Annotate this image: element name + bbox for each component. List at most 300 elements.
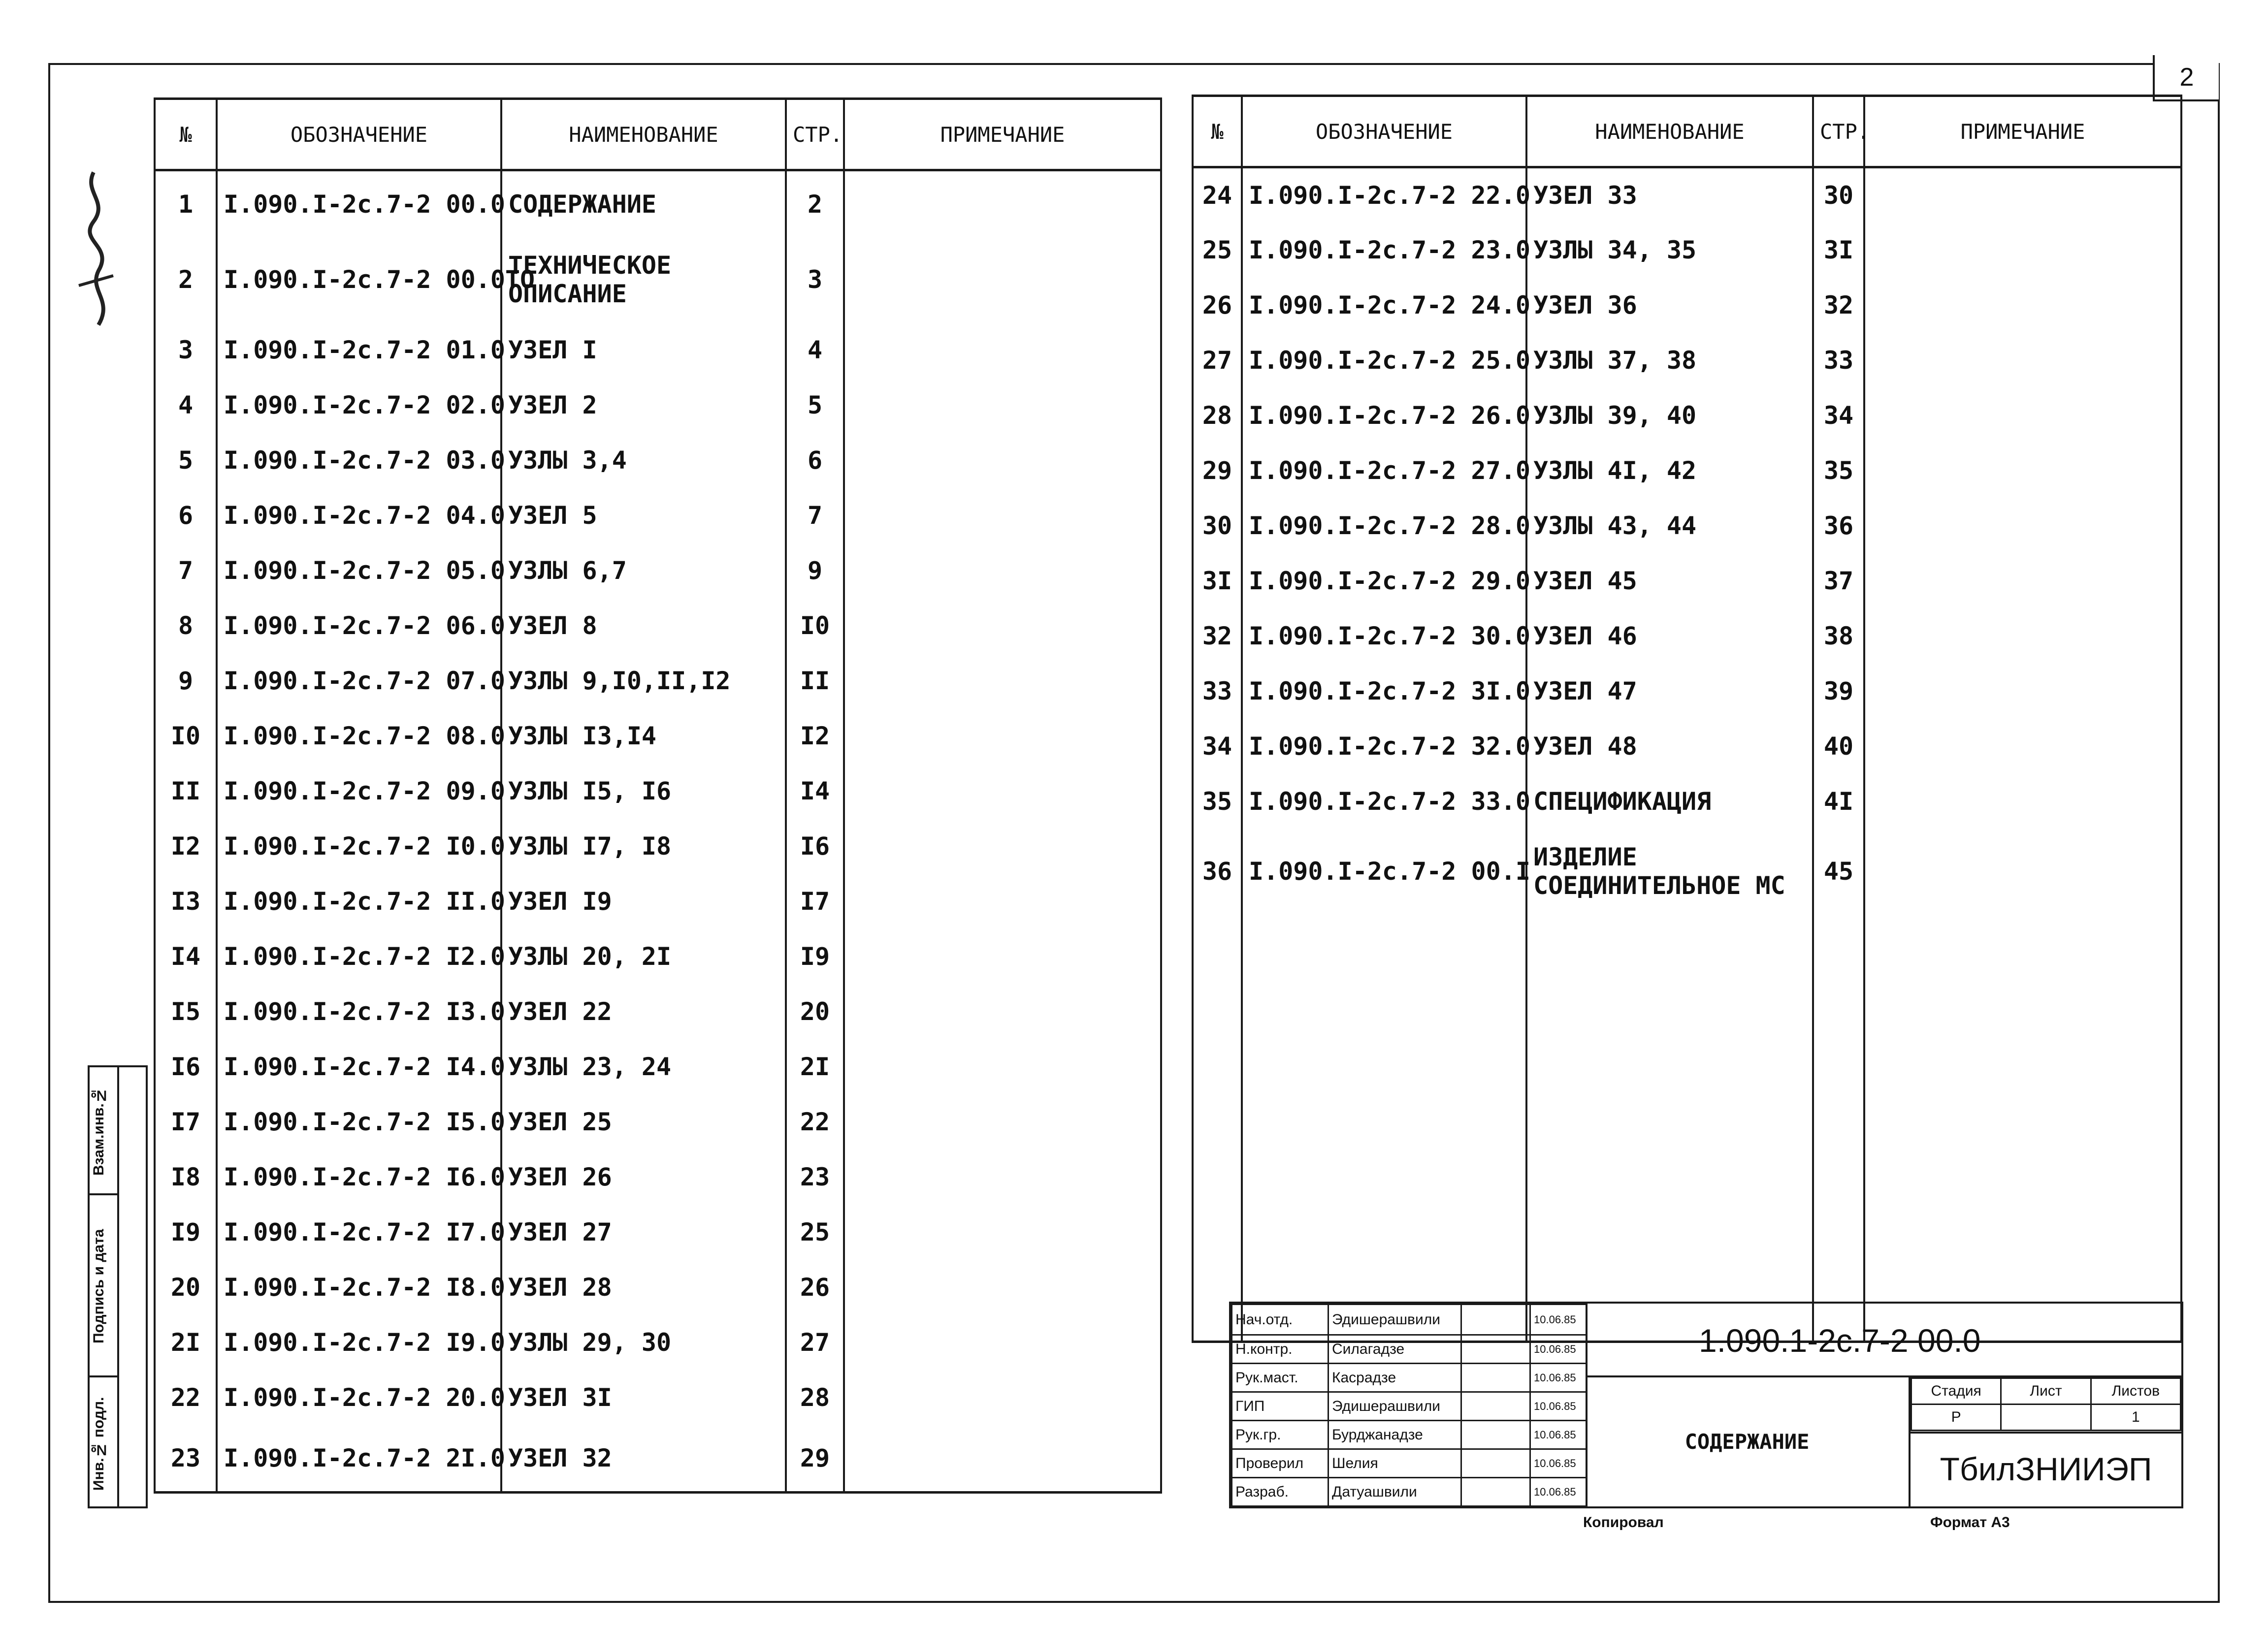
row-name-line: УЗЛЫ 34, 35	[1533, 235, 1697, 264]
table-row	[1193, 664, 2181, 719]
table-row	[155, 1260, 1161, 1315]
row-note	[1864, 223, 2181, 278]
row-name-line: УЗЕЛ 36	[1533, 290, 1637, 319]
table-row	[1193, 333, 2181, 388]
row-note	[844, 819, 1161, 874]
signature-name: Бурджанадзе	[1328, 1421, 1461, 1449]
row-note	[844, 653, 1161, 708]
document-title: СОДЕРЖАНИЕ	[1586, 1377, 1911, 1506]
stage-header: Стадия	[1912, 1378, 2001, 1405]
row-name-line: УЗЛЫ 39, 40	[1533, 401, 1697, 430]
row-name	[501, 433, 786, 488]
row-name	[501, 1370, 786, 1425]
signature-table	[1231, 1304, 1588, 1506]
row-name-line: УЗЕЛ 3I	[508, 1383, 612, 1412]
table-row	[155, 170, 1161, 237]
row-name	[501, 170, 786, 237]
row-note	[1864, 498, 2181, 553]
signature-role: Рук.гр.	[1232, 1421, 1328, 1449]
row-number: 27	[1193, 333, 1242, 388]
row-note	[1864, 388, 2181, 443]
signature-row	[1232, 1392, 1587, 1421]
document-code: 1.090.1-2с.7-2 00.0	[1586, 1304, 2181, 1377]
signature-role: Нач.отд.	[1232, 1305, 1328, 1335]
row-number: 8	[155, 598, 217, 653]
empty-cell	[1193, 914, 1242, 1341]
signature-name: Шелия	[1328, 1449, 1461, 1478]
row-page: 32	[1813, 278, 1864, 333]
row-name-line: УЗЕЛ 26	[508, 1163, 612, 1192]
handwritten-signature	[64, 162, 128, 340]
table-row	[155, 543, 1161, 598]
signature-role: Проверил	[1232, 1449, 1328, 1478]
header-page: СТР.	[1813, 96, 1864, 167]
row-note	[844, 1039, 1161, 1094]
stamp-label-signature: Подпись и дата	[91, 1229, 107, 1344]
row-page: 27	[786, 1315, 844, 1370]
row-note	[844, 1149, 1161, 1205]
row-name-line: УЗЛЫ 20, 2I	[508, 942, 672, 971]
row-note	[844, 1425, 1161, 1492]
row-name-line: УЗЛЫ I3,I4	[508, 722, 657, 751]
row-code: I.090.I-2с.7-2 20.0	[217, 1370, 501, 1425]
header-num: №	[1193, 96, 1242, 167]
row-number: I0	[155, 708, 217, 764]
table-row	[1193, 608, 2181, 664]
row-page: 22	[786, 1094, 844, 1149]
row-note	[844, 764, 1161, 819]
row-page: 4I	[1813, 774, 1864, 829]
stage-table	[1911, 1377, 2181, 1434]
row-number: 35	[1193, 774, 1242, 829]
row-code: I.090.I-2с.7-2 I2.0	[217, 929, 501, 984]
row-note	[1864, 608, 2181, 664]
row-name	[501, 1425, 786, 1492]
header-page: СТР.	[786, 99, 844, 170]
signature-date: 10.06.85	[1530, 1449, 1587, 1478]
row-name-line: УЗЛЫ I5, I6	[508, 777, 672, 806]
row-name	[1526, 664, 1813, 719]
row-code: I.090.I-2с.7-2 00.I	[1242, 829, 1526, 915]
row-code: I.090.I-2с.7-2 30.0	[1242, 608, 1526, 664]
row-number: 9	[155, 653, 217, 708]
row-note	[1864, 278, 2181, 333]
row-name	[501, 1149, 786, 1205]
row-code: I.090.I-2с.7-2 04.0	[217, 488, 501, 543]
row-number: 3	[155, 322, 217, 378]
row-code: I.090.I-2с.7-2 26.0	[1242, 388, 1526, 443]
row-page: 39	[1813, 664, 1864, 719]
row-note	[1864, 719, 2181, 774]
row-page: I2	[786, 708, 844, 764]
row-name-line: УЗЕЛ 45	[1533, 566, 1637, 595]
row-name-line: УЗЕЛ 33	[1533, 181, 1637, 210]
table-row	[155, 1370, 1161, 1425]
row-number: 5	[155, 433, 217, 488]
row-name-line: СОДЕРЖАНИЕ	[508, 190, 657, 219]
row-number: 2	[155, 237, 217, 323]
row-number: I7	[155, 1094, 217, 1149]
signature-row	[1232, 1364, 1587, 1392]
table-row	[1193, 829, 2181, 915]
row-number: 20	[155, 1260, 217, 1315]
header-note: ПРИМЕЧАНИЕ	[1864, 96, 2181, 167]
signature-role: Разраб.	[1232, 1478, 1328, 1506]
header-name: НАИМЕНОВАНИЕ	[1526, 96, 1813, 167]
footer-copied: Копировал	[1583, 1514, 1664, 1531]
header-code: ОБОЗНАЧЕНИЕ	[1242, 96, 1526, 167]
row-note	[1864, 664, 2181, 719]
signature-date: 10.06.85	[1530, 1305, 1587, 1335]
row-page: 40	[1813, 719, 1864, 774]
table-row	[155, 1205, 1161, 1260]
row-number: 4	[155, 378, 217, 433]
stamp-label-inventory: Инв.№ подл.	[91, 1397, 107, 1491]
table-row	[155, 819, 1161, 874]
row-name	[501, 322, 786, 378]
row-code: I.090.I-2с.7-2 2I.0	[217, 1425, 501, 1492]
table-row	[1193, 553, 2181, 608]
signature-date: 10.06.85	[1530, 1364, 1587, 1392]
row-page: 6	[786, 433, 844, 488]
row-page: 35	[1813, 443, 1864, 498]
row-page: 29	[786, 1425, 844, 1492]
row-number: 2I	[155, 1315, 217, 1370]
row-name-line: УЗЕЛ 32	[508, 1443, 612, 1472]
table-row	[155, 598, 1161, 653]
table-row	[155, 1315, 1161, 1370]
row-number: 29	[1193, 443, 1242, 498]
row-number: 7	[155, 543, 217, 598]
table-row	[1193, 223, 2181, 278]
row-code: I.090.I-2с.7-2 27.0	[1242, 443, 1526, 498]
row-note	[844, 1260, 1161, 1315]
row-name-line: УЗЛЫ 3,4	[508, 446, 627, 475]
row-page: 36	[1813, 498, 1864, 553]
row-name-line: УЗЛЫ 43, 44	[1533, 511, 1697, 540]
row-code: I.090.I-2с.7-2 05.0	[217, 543, 501, 598]
empty-cell	[1864, 914, 2181, 1341]
title-block	[1229, 1302, 2183, 1508]
row-number: 34	[1193, 719, 1242, 774]
signature-row	[1232, 1421, 1587, 1449]
table-row	[155, 1039, 1161, 1094]
row-number: 1	[155, 170, 217, 237]
row-name-line: УЗЛЫ 37, 38	[1533, 346, 1697, 375]
row-name	[501, 1205, 786, 1260]
row-code: I.090.I-2с.7-2 00.0	[217, 170, 501, 237]
contents-table-left	[154, 97, 1162, 1494]
row-number: I8	[155, 1149, 217, 1205]
row-name-line: УЗЛЫ 4I, 42	[1533, 456, 1697, 485]
row-code: I.090.I-2с.7-2 06.0	[217, 598, 501, 653]
row-note	[1864, 553, 2181, 608]
row-page: 9	[786, 543, 844, 598]
sheet-value	[2001, 1405, 2091, 1431]
row-number: 23	[155, 1425, 217, 1492]
row-name-line: УЗЕЛ 28	[508, 1273, 612, 1302]
row-code: I.090.I-2с.7-2 07.0	[217, 653, 501, 708]
sheet-header: Лист	[2001, 1378, 2091, 1405]
contents-table-right	[1192, 95, 2182, 1343]
signature-mark	[1461, 1392, 1530, 1421]
row-page: 3	[786, 237, 844, 323]
row-name	[501, 929, 786, 984]
empty-cell	[1242, 914, 1526, 1341]
table-row	[155, 653, 1161, 708]
row-page: II	[786, 653, 844, 708]
row-number: 33	[1193, 664, 1242, 719]
row-code: I.090.I-2с.7-2 28.0	[1242, 498, 1526, 553]
row-number: II	[155, 764, 217, 819]
empty-row	[1193, 914, 2181, 1341]
row-name-line: ОПИСАНИЕ	[508, 280, 627, 309]
sheet-number: 2	[2153, 55, 2219, 101]
row-page: 26	[786, 1260, 844, 1315]
table-row	[155, 1149, 1161, 1205]
stamp-label-replacement: Взам.инв.№	[91, 1087, 107, 1176]
row-name	[1526, 829, 1813, 915]
table-row	[155, 874, 1161, 929]
row-code: I.090.I-2с.7-2 I9.0	[217, 1315, 501, 1370]
signature-mark	[1461, 1449, 1530, 1478]
row-code: I.090.I-2с.7-2 I3.0	[217, 984, 501, 1039]
row-name	[501, 1039, 786, 1094]
row-name	[501, 1094, 786, 1149]
table-row	[1193, 774, 2181, 829]
signature-row	[1232, 1478, 1587, 1506]
row-name-line: УЗЕЛ 27	[508, 1218, 612, 1247]
row-name-line: УЗЕЛ 5	[508, 501, 597, 530]
row-code: I.090.I-2с.7-2 08.0	[217, 708, 501, 764]
row-page: 2I	[786, 1039, 844, 1094]
row-name-line: УЗЕЛ I9	[508, 887, 612, 916]
row-name	[501, 708, 786, 764]
row-name-line: УЗЛЫ I7, I8	[508, 832, 672, 861]
row-name	[1526, 498, 1813, 553]
row-name-line: ТЕХНИЧЕСКОЕ	[508, 251, 672, 280]
row-page: 30	[1813, 167, 1864, 223]
row-page: 25	[786, 1205, 844, 1260]
row-number: 36	[1193, 829, 1242, 915]
header-code: ОБОЗНАЧЕНИЕ	[217, 99, 501, 170]
row-name	[1526, 333, 1813, 388]
row-code: I.090.I-2с.7-2 23.0	[1242, 223, 1526, 278]
signature-role: ГИП	[1232, 1392, 1328, 1421]
table-row	[1193, 167, 2181, 223]
row-page: 20	[786, 984, 844, 1039]
header-name: НАИМЕНОВАНИЕ	[501, 99, 786, 170]
row-number: I6	[155, 1039, 217, 1094]
row-code: I.090.I-2с.7-2 25.0	[1242, 333, 1526, 388]
row-note	[1864, 333, 2181, 388]
row-note	[844, 543, 1161, 598]
table-row	[155, 433, 1161, 488]
row-number: I4	[155, 929, 217, 984]
table-row	[155, 378, 1161, 433]
row-note	[844, 929, 1161, 984]
row-name-line: ИЗДЕЛИЕ	[1533, 843, 1637, 872]
row-number: 32	[1193, 608, 1242, 664]
row-name-line: СПЕЦИФИКАЦИЯ	[1533, 787, 1712, 816]
stage-value: Р	[1912, 1405, 2001, 1431]
row-code: I.090.I-2с.7-2 33.0	[1242, 774, 1526, 829]
row-name-line: УЗЕЛ 25	[508, 1108, 612, 1137]
row-note	[1864, 167, 2181, 223]
row-name	[1526, 608, 1813, 664]
row-code: I.090.I-2с.7-2 03.0	[217, 433, 501, 488]
table-row	[155, 1425, 1161, 1492]
organization-name: ТбилЗНИИЭП	[1940, 1451, 2152, 1487]
row-page: I6	[786, 819, 844, 874]
stamp-divider	[117, 1067, 119, 1506]
row-name	[501, 819, 786, 874]
row-note	[1864, 774, 2181, 829]
row-name	[1526, 443, 1813, 498]
row-note	[844, 874, 1161, 929]
row-note	[844, 170, 1161, 237]
signature-name: Эдишерашвили	[1328, 1392, 1461, 1421]
row-note	[844, 237, 1161, 323]
row-note	[844, 1205, 1161, 1260]
table-row	[155, 488, 1161, 543]
row-name	[501, 378, 786, 433]
header-num: №	[155, 99, 217, 170]
header-note: ПРИМЕЧАНИЕ	[844, 99, 1161, 170]
row-page: 38	[1813, 608, 1864, 664]
signature-mark	[1461, 1421, 1530, 1449]
row-name	[501, 237, 786, 323]
sheets-value: 1	[2091, 1405, 2180, 1431]
row-page: 33	[1813, 333, 1864, 388]
table-row	[1193, 498, 2181, 553]
row-name	[501, 984, 786, 1039]
row-page: 34	[1813, 388, 1864, 443]
row-note	[844, 1094, 1161, 1149]
signature-mark	[1461, 1335, 1530, 1364]
sheets-header: Листов	[2091, 1378, 2180, 1405]
row-name	[1526, 774, 1813, 829]
signature-mark	[1461, 1305, 1530, 1335]
row-number: 6	[155, 488, 217, 543]
row-number: I2	[155, 819, 217, 874]
row-code: I.090.I-2с.7-2 24.0	[1242, 278, 1526, 333]
row-page: 23	[786, 1149, 844, 1205]
row-note	[844, 708, 1161, 764]
row-page: I7	[786, 874, 844, 929]
row-name	[501, 874, 786, 929]
row-number: I9	[155, 1205, 217, 1260]
row-page: 3I	[1813, 223, 1864, 278]
side-stamp	[88, 1065, 148, 1508]
row-note	[1864, 443, 2181, 498]
row-page: 45	[1813, 829, 1864, 915]
row-note	[844, 433, 1161, 488]
row-page: 28	[786, 1370, 844, 1425]
row-code: I.090.I-2с.7-2 3I.0	[1242, 664, 1526, 719]
row-name-line: УЗЕЛ 48	[1533, 732, 1637, 761]
row-code: I.090.I-2с.7-2 I7.0	[217, 1205, 501, 1260]
signature-role: Н.контр.	[1232, 1335, 1328, 1364]
row-name-line: УЗЛЫ 29, 30	[508, 1328, 672, 1357]
signature-date: 10.06.85	[1530, 1421, 1587, 1449]
row-code: I.090.I-2с.7-2 I4.0	[217, 1039, 501, 1094]
row-name-line: УЗЛЫ 6,7	[508, 556, 627, 585]
row-code: I.090.I-2с.7-2 09.0	[217, 764, 501, 819]
row-code: I.090.I-2с.7-2 01.0	[217, 322, 501, 378]
table-row	[155, 764, 1161, 819]
row-name	[501, 653, 786, 708]
row-name-line: УЗЕЛ 2	[508, 391, 597, 420]
row-number: 28	[1193, 388, 1242, 443]
row-code: I.090.I-2с.7-2 I8.0	[217, 1260, 501, 1315]
row-name	[1526, 167, 1813, 223]
row-code: I.090.I-2с.7-2 I0.0	[217, 819, 501, 874]
row-code: I.090.I-2с.7-2 I6.0	[217, 1149, 501, 1205]
row-name	[501, 543, 786, 598]
row-code: I.090.I-2с.7-2 29.0	[1242, 553, 1526, 608]
row-name	[501, 598, 786, 653]
row-name-line: УЗЕЛ 22	[508, 997, 612, 1026]
row-page: I0	[786, 598, 844, 653]
row-note	[844, 1370, 1161, 1425]
table-row	[155, 708, 1161, 764]
signature-name: Касрадзе	[1328, 1364, 1461, 1392]
row-number: I5	[155, 984, 217, 1039]
row-code: I.090.I-2с.7-2 II.0	[217, 874, 501, 929]
table-header-row	[155, 99, 1161, 170]
row-name-line: УЗЕЛ 46	[1533, 621, 1637, 650]
row-page: 37	[1813, 553, 1864, 608]
row-code: I.090.I-2с.7-2 00.0ТО	[217, 237, 501, 323]
row-name-line: СОЕДИНИТЕЛЬНОЕ МС	[1533, 871, 1785, 900]
table-row	[1193, 719, 2181, 774]
row-name	[1526, 388, 1813, 443]
table-row	[155, 237, 1161, 323]
row-number: 24	[1193, 167, 1242, 223]
row-name	[501, 1260, 786, 1315]
row-name-line: УЗЕЛ 8	[508, 611, 597, 640]
row-note	[1864, 829, 2181, 915]
row-name-line: УЗЕЛ I	[508, 336, 597, 365]
signature-row	[1232, 1335, 1587, 1364]
signature-role: Рук.маст.	[1232, 1364, 1328, 1392]
signature-name: Датуашвили	[1328, 1478, 1461, 1506]
row-page: 4	[786, 322, 844, 378]
signature-row	[1232, 1305, 1587, 1335]
row-name-line: УЗЛЫ 23, 24	[508, 1053, 672, 1082]
row-name	[501, 764, 786, 819]
table-row	[155, 1094, 1161, 1149]
row-number: 22	[155, 1370, 217, 1425]
signature-date: 10.06.85	[1530, 1478, 1587, 1506]
empty-cell	[1813, 914, 1864, 1341]
row-note	[844, 1315, 1161, 1370]
row-name-line: УЗЛЫ 9,I0,II,I2	[508, 667, 731, 696]
row-code: I.090.I-2с.7-2 I5.0	[217, 1094, 501, 1149]
table-row	[155, 984, 1161, 1039]
row-page: I9	[786, 929, 844, 984]
row-note	[844, 488, 1161, 543]
row-code: I.090.I-2с.7-2 02.0	[217, 378, 501, 433]
row-number: 30	[1193, 498, 1242, 553]
row-note	[844, 984, 1161, 1039]
row-name-line: УЗЕЛ 47	[1533, 676, 1637, 705]
table-row	[155, 322, 1161, 378]
row-name	[1526, 223, 1813, 278]
row-number: I3	[155, 874, 217, 929]
row-name	[1526, 553, 1813, 608]
